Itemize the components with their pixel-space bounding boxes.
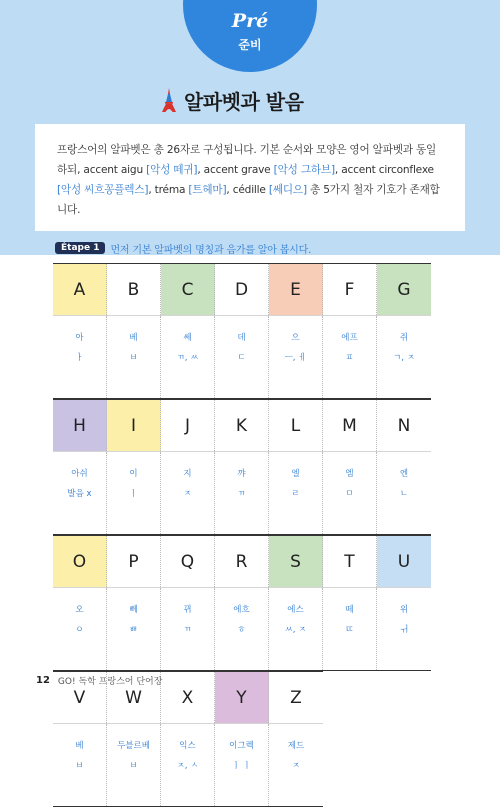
letter-sound-korean: ㅂ [129,761,138,771]
letter-name-korean: 에스 [287,605,304,615]
letter-name-korean: 제드 [287,741,305,751]
letter-name-korean: 에흐 [233,605,250,615]
letter-cell: K [215,400,269,451]
letter-name-korean: 익스 [179,741,196,751]
alphabet-table [53,263,431,807]
pronunciation-cell [377,588,431,670]
alphabet-row-block [53,399,431,535]
letter-sound-korean: ㅣ [129,489,138,499]
letter-cell: E [269,264,323,315]
book-title: GO! 독학 프랑스어 단어장 [57,677,163,687]
letter-row [53,399,431,451]
etape-instruction: 먼저 기본 알파벳의 명칭과 음가를 알아 봅시다. [110,244,312,256]
pronunciation-cell [323,452,377,534]
page-title: 알파벳과 발음 [184,89,304,114]
pronunciation-cell [161,316,215,398]
letter-cell: V [53,672,107,723]
letter-sound-korean: ㄱ, ㅈ [393,353,415,363]
pronunciation-cell [269,724,323,806]
page-number: 12 [36,675,50,686]
letter-sound-korean: ㄸ [345,625,354,635]
letter-name-korean: 꺄 [237,469,246,479]
intro-text: 총 5가지 철자 기호가 존재합니다. [57,184,440,216]
letter-sound-korean: 발음 x [67,489,92,499]
letter-name-korean: 뻬 [129,605,138,615]
letter-sound-korean: ㅈ [183,489,192,499]
pronunciation-cell [377,452,431,534]
letter-sound-korean: ㅂ [129,353,138,363]
intro-highlight: [트헤마] [188,184,227,196]
intro-highlight: [악성 씨흐꽁플렉스] [57,184,149,196]
letter-sound-korean: ㅣ ㅣ [231,761,252,771]
intro-text-box [35,124,465,231]
eiffel-tower-icon [160,87,178,113]
intro-text: 프랑스어의 알파벳은 총 26자로 구성됩니다. 기본 순서와 모양은 영어 알파벳과 동일하되, accent aigu [57,144,437,176]
letter-name-korean: 에프 [341,333,358,343]
intro-highlight: [악성 그하브] [273,164,335,176]
letter-cell: T [323,536,377,587]
letter-cell: B [107,264,161,315]
alphabet-row-block [53,671,431,807]
letter-cell: I [107,400,161,451]
pronunciation-cell [161,724,215,806]
pronunciation-cell [215,588,269,670]
pronunciation-cell [269,316,323,398]
letter-name-korean: 이그렉 [229,741,254,751]
letter-cell: G [377,264,431,315]
letter-row [53,263,431,315]
letter-cell: D [215,264,269,315]
letter-cell: O [53,536,107,587]
letter-sound-korean: ㅎ [237,625,246,635]
letter-cell: Y [215,672,269,723]
pronunciation-cell [323,588,377,670]
letter-cell: X [161,672,215,723]
letter-sound-korean: ㅈ, ㅅ [176,761,199,771]
pronunciation-cell [107,316,161,398]
intro-highlight: [쎄디으] [268,184,307,196]
letter-cell: Q [161,536,215,587]
pronunciation-cell [53,588,107,670]
letter-name-korean: 데 [237,333,246,343]
pronunciation-row [53,315,431,399]
letter-cell: R [215,536,269,587]
letter-sound-korean: ㄹ [291,489,300,499]
letter-name-korean: 아 [75,333,84,343]
letter-name-korean: 오 [75,605,84,615]
letter-sound-korean: ㄲ [183,625,192,635]
letter-sound-korean: ㅆ, ㅈ [284,625,307,635]
pronunciation-cell [269,588,323,670]
letter-name-korean: 쥐 [399,333,409,343]
letter-sound-korean: ㅈ [291,761,301,771]
pre-label: Pré [231,10,269,32]
letter-sound-korean: ㅡ, ㅔ [284,353,307,363]
letter-cell: F [323,264,377,315]
letter-name-korean: 아쉬 [71,469,88,479]
pronunciation-cell [377,316,431,398]
letter-name-korean: 으 [291,333,300,343]
pronunciation-cell [215,452,269,534]
letter-name-korean: 엠 [345,469,354,479]
letter-cell: M [323,400,377,451]
letter-cell: Z [290,687,302,708]
pronunciation-cell [53,452,107,534]
letter-name-korean: 이 [129,469,138,479]
letter-cell: J [161,400,215,451]
letter-name-korean: 베 [75,741,84,751]
pronunciation-cell [107,724,161,806]
pronunciation-cell [269,452,323,534]
intro-text: , accent grave [197,164,274,176]
letter-name-korean: 엘 [291,469,300,479]
letter-row [53,535,431,587]
letter-cell: N [397,415,411,436]
letter-name-korean: 두블르베 [117,741,150,751]
letter-cell: W [107,672,161,723]
letter-name-korean: 지 [183,469,192,479]
letter-cell: S [269,536,323,587]
section-title [160,85,303,115]
letter-name-korean: 쎄 [183,333,192,343]
pronunciation-cell [53,724,107,806]
letter-cell: L [269,400,323,451]
letter-cell: C [161,264,215,315]
pronunciation-cell [161,452,215,534]
alphabet-row-block [53,263,431,399]
etape-heading [55,240,311,256]
letter-sound-korean: ㅏ [75,353,84,363]
letter-sound-korean: ㅂ [75,761,84,771]
letter-cell: P [107,536,161,587]
letter-sound-korean: ㅇ [75,625,84,635]
pronunciation-row [53,451,431,535]
pronunciation-cell [161,588,215,670]
letter-sound-korean: ㄴ [399,489,409,499]
pronunciation-cell [215,316,269,398]
intro-text: , cédille [226,184,269,196]
letter-name-korean: 위 [399,605,409,615]
letter-sound-korean: ㄲ, ㅆ [176,353,199,363]
letter-name-korean: 떼 [345,605,354,615]
letter-sound-korean: ㄷ [237,353,246,363]
pronunciation-cell [53,316,107,398]
pronunciation-cell [107,588,161,670]
junbi-label: 준비 [238,38,262,52]
page-footer [36,674,162,687]
letter-cell: H [53,400,107,451]
intro-highlight: [악성 떼귀] [146,164,198,176]
letter-name-korean: 뀌 [183,605,192,615]
pronunciation-cell [107,452,161,534]
letter-sound-korean: ㄲ [237,489,246,499]
letter-cell: A [53,264,107,315]
pronunciation-row [53,723,323,807]
letter-name-korean: 베 [129,333,138,343]
pronunciation-cell [215,724,269,806]
intro-text: , tréma [148,184,189,196]
intro-text: , accent circonflexe [334,164,434,176]
letter-sound-korean: ㅍ [345,353,354,363]
pronunciation-row [53,587,431,671]
pronunciation-cell [323,316,377,398]
etape-badge: Étape 1 [55,242,105,254]
letter-sound-korean: ㅁ [345,489,354,499]
letter-sound-korean: ㅃ [129,625,138,635]
alphabet-row-block [53,535,431,671]
letter-sound-korean: ㅟ [399,625,409,635]
letter-cell: U [377,536,431,587]
letter-name-korean: 엔 [399,469,409,479]
